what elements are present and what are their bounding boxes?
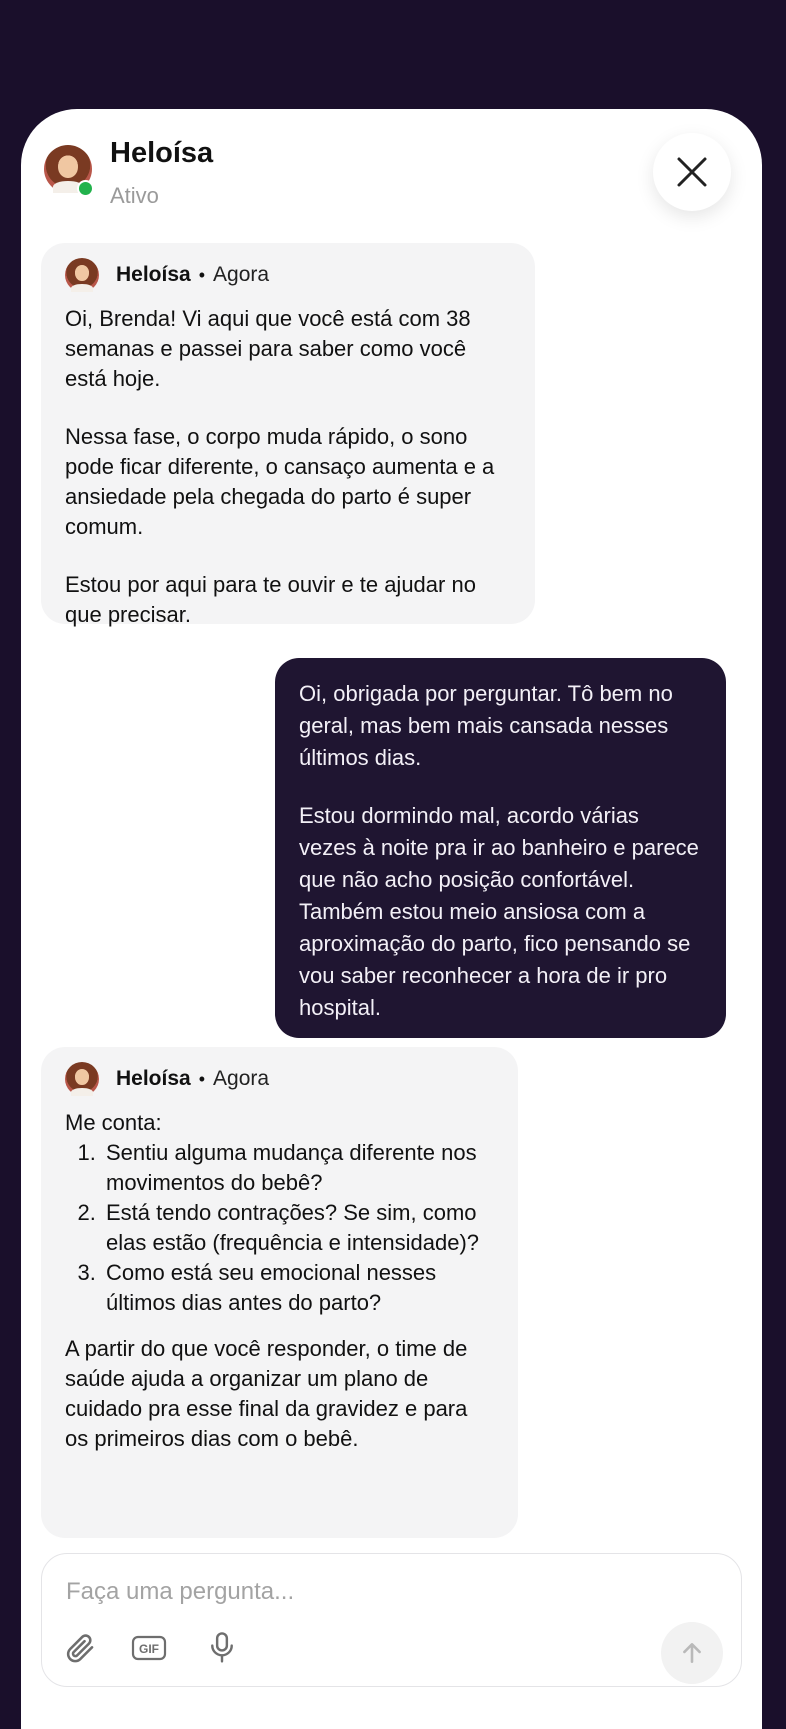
message-paragraph: Estou por aqui para te ouvir e te ajudar no que precisar.	[65, 572, 476, 627]
message-composer	[41, 1553, 742, 1687]
question-list	[65, 1138, 496, 1318]
message-time: Agora	[213, 263, 270, 286]
close-button[interactable]	[653, 133, 731, 211]
paperclip-icon	[63, 1631, 97, 1665]
message-paragraph: A partir do que você responder, o time de saúde ajuda a organizar um plano de cuidado pra esse final da gravidez e para os primeiros dias com o bebê.	[65, 1336, 468, 1451]
gif-icon	[131, 1633, 167, 1663]
svg-text:GIF: GIF	[139, 1642, 159, 1656]
agent-message-bubble	[41, 243, 535, 627]
agent-avatar	[65, 1062, 99, 1096]
message-meta: Heloísa • Agora	[65, 1062, 496, 1096]
online-status-dot	[77, 180, 94, 197]
message-paragraph: Oi, Brenda! Vi aqui que você está com 38 semanas e passei para saber como você está hoje.	[65, 306, 471, 391]
close-icon	[675, 155, 709, 189]
header-agent-name: Heloísa	[110, 137, 214, 169]
header-agent-status: Ativo	[110, 183, 159, 208]
message-paragraph: Oi, obrigada por perguntar. Tô bem no geral, mas bem mais cansada nesses últimos dias.	[299, 681, 673, 770]
gif-button[interactable]	[131, 1630, 167, 1666]
message-paragraph: Nessa fase, o corpo muda rápido, o sono pode ficar diferente, o cansaço aumenta e a ansiedade pela chegada do parto é super comum.	[65, 424, 495, 539]
message-paragraph: Estou dormindo mal, acordo várias vezes à noite pra ir ao banheiro e parece que não acho posição confortável. Também estou meio ansiosa com a aproximação do parto, fico pensando se vou saber reconhecer a hora de ir pro hospital.	[299, 803, 699, 1020]
agent-avatar	[65, 258, 99, 292]
microphone-icon	[207, 1631, 237, 1665]
agent-message-bubble	[41, 1047, 518, 1538]
voice-button[interactable]	[204, 1630, 240, 1666]
send-button[interactable]	[661, 1622, 723, 1684]
list-item: 3. Como está seu emocional nesses últimos dias antes do parto?	[102, 1258, 496, 1318]
arrow-up-icon	[679, 1640, 705, 1666]
list-item: 1. Sentiu alguma mudança diferente nos movimentos do bebê?	[102, 1138, 496, 1198]
message-intro: Me conta:	[65, 1110, 162, 1135]
message-meta: Heloísa • Agora	[65, 258, 513, 292]
attach-button[interactable]	[62, 1630, 98, 1666]
chat-header	[21, 109, 762, 219]
message-time: Agora	[213, 1067, 270, 1090]
chat-sheet	[21, 109, 762, 1729]
list-item: 2. Está tendo contrações? Se sim, como elas estão (frequência e intensidade)?	[102, 1198, 496, 1258]
sender-name: Heloísa	[116, 263, 191, 286]
user-message-bubble	[275, 658, 726, 1038]
sender-name: Heloísa	[116, 1067, 191, 1090]
message-input[interactable]	[66, 1574, 666, 1610]
